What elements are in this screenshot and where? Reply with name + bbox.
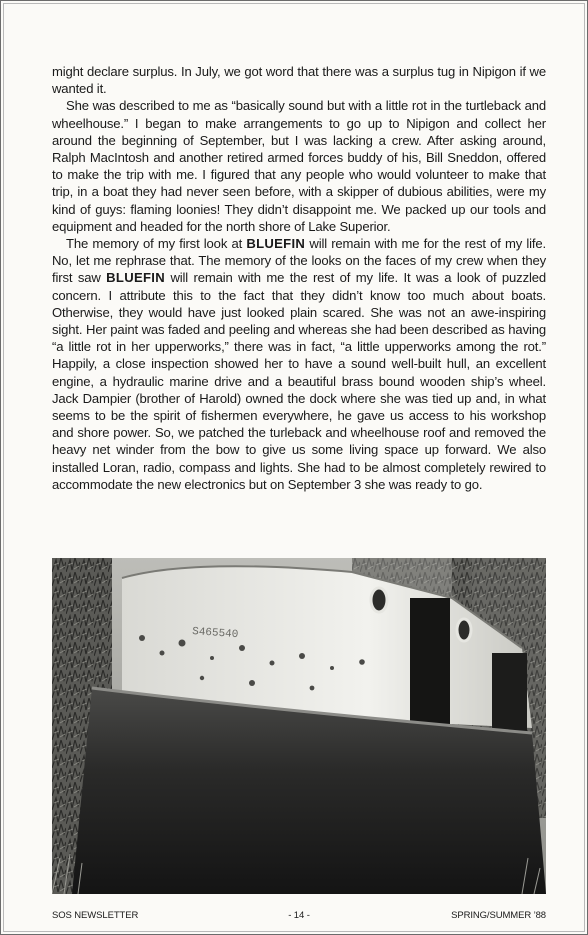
paragraph-2-text: She was described to me as “basically sound but with a little rot in the turtleback and wheelhouse.” I began to make arrangements to go up to Nipigon and collect her around the beginning of September, but I was lacking a crew. After asking around, Ralph MacIntosh and another retired armed forces buddy of his, Bill Sneddon, offered to make the trip with me. I figured that any people who would volunteer to make that trip, in a boat they had never seen before, with a skipper of dubious abilities, were my kind of guys: flaming loonies! They didn’t disappoint me. We packed up our tools and equipment and headed for the north shore of Lake Superior.: [52, 98, 546, 234]
paragraph-3-text-a: The memory of my first look at: [66, 236, 247, 252]
paragraph-3: [52, 235, 546, 493]
paragraph-2: [52, 97, 546, 235]
paragraph-3-text-b: will remain with me for the rest of my life. No, let me rephrase that. The memory of the looks on the faces of my crew when they first saw: [52, 236, 546, 286]
footer-publication: SOS NEWSLETTER: [52, 910, 139, 921]
footer: [52, 910, 546, 924]
hull-marking: S465540: [191, 626, 239, 642]
paragraph-1-text: might declare surplus. In July, we got word that there was a surplus tug in Nipigon if we wanted it.: [52, 64, 546, 97]
article-body: [52, 63, 546, 493]
paragraph-1: [52, 63, 546, 97]
paragraph-3-text-c: will remain with me the rest of my life. It was a look of puzzled concern. I attribute this to the fact that they didn’t know too much about boats. Otherwise, they would have just looked plain scared. She was not an awe-inspiring sight. Her paint was faded and peeling and whereas she had been described as having “a little rot in her upperworks,” there was in fact, “a little upperworks among the rot.” Happily, a close inspection showed her to have a sound well-built hull, an excellent engine, a hydraulic marine drive and a beautiful brass bound wooden ship’s wheel. Jack Dampier (brother of Harold) owned the dock where she was tied up and, in what seems to be the spirit of fishermen everywhere, he gave us access to his workshop and shore power. So, we patched the turleback and wheelhouse roof and removed the heavy net winder from the bow to give us some living space up forward. We also installed Loran, radio, compass and lights. She had to be almost completely rewired to accommodate the new electronics but on September 3 she was ready to go.: [52, 270, 547, 492]
footer-page-number: - 14 -: [288, 910, 310, 921]
boat-photo: [52, 558, 546, 894]
boat-name: BLUEFIN: [246, 236, 306, 252]
footer-issue: SPRING/SUMMER ’88: [451, 910, 546, 921]
boat-photo-image: [52, 558, 546, 894]
boat-name: BLUEFIN: [106, 270, 165, 286]
